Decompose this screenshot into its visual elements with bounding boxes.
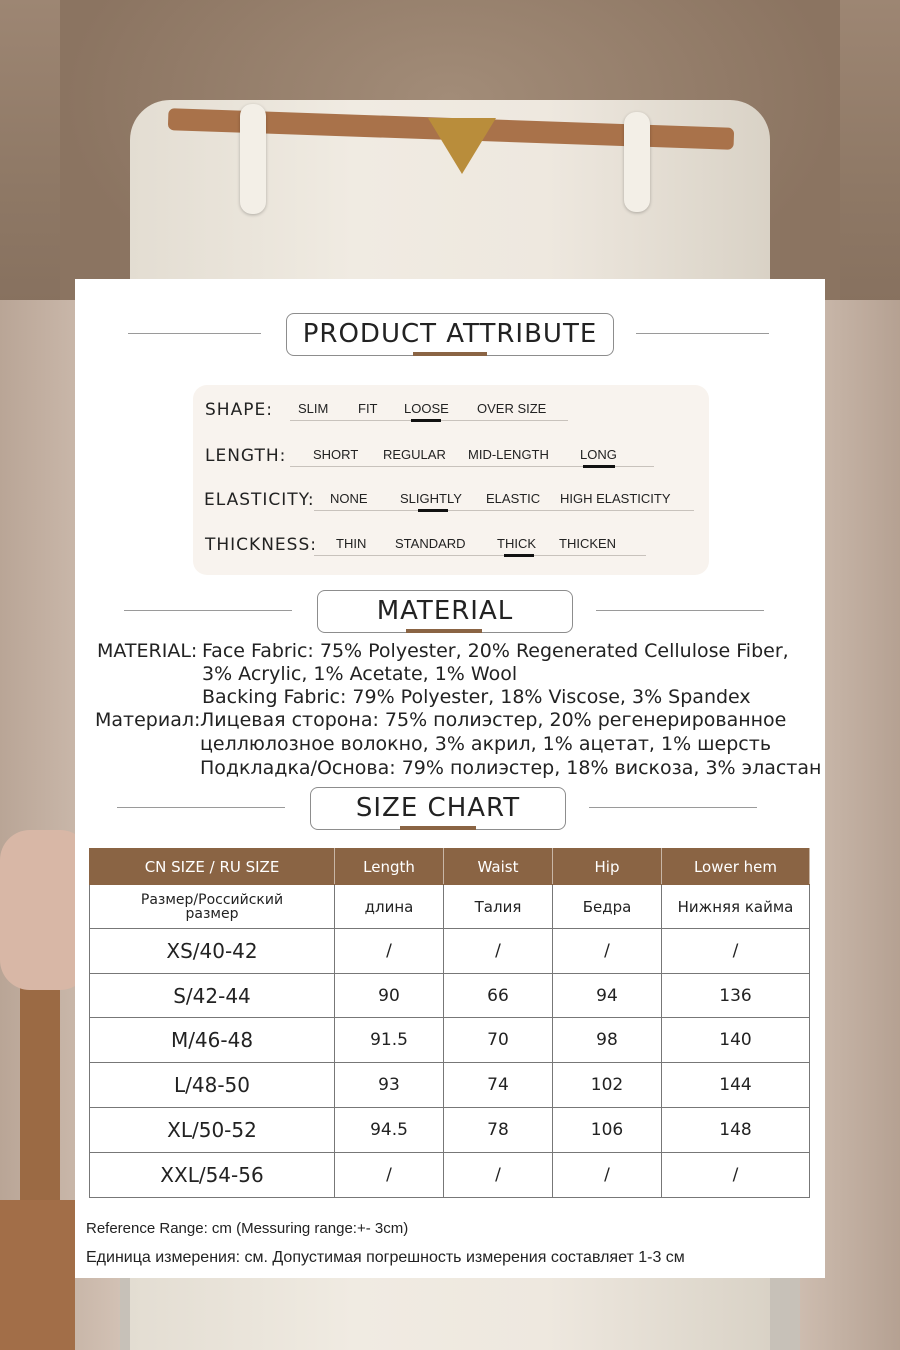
attr-option: STANDARD <box>395 536 466 551</box>
size-cell: XXL/54-56 <box>90 1153 335 1198</box>
divider-line <box>636 333 769 334</box>
value-cell: / <box>335 929 444 974</box>
section-title-material: MATERIAL <box>317 590 573 633</box>
value-cell: 70 <box>444 1018 553 1063</box>
value-cell: 94 <box>553 974 662 1018</box>
attr-option: REGULAR <box>383 447 446 462</box>
value-cell: 136 <box>662 974 810 1018</box>
selected-marker <box>583 465 615 468</box>
attr-option-selected: THICK <box>497 536 536 551</box>
value-cell: 102 <box>553 1063 662 1108</box>
attr-option: SLIM <box>298 401 329 416</box>
divider-line <box>124 610 292 611</box>
value-cell: 148 <box>662 1108 810 1153</box>
table-row <box>90 1153 810 1198</box>
table-row <box>90 929 810 974</box>
material-label-ru: Материал: <box>95 709 201 731</box>
table-subheader-row <box>90 885 810 929</box>
attr-option: MID-LENGTH <box>468 447 549 462</box>
table-header-cell: CN SIZE / RU SIZE <box>90 849 335 885</box>
value-cell: / <box>444 1153 553 1198</box>
value-cell: 140 <box>662 1018 810 1063</box>
handbag <box>0 1200 75 1350</box>
value-cell: 66 <box>444 974 553 1018</box>
material-label-en: MATERIAL: <box>97 640 198 662</box>
size-chart-table <box>89 848 810 1198</box>
value-cell: 98 <box>553 1018 662 1063</box>
value-cell: 94.5 <box>335 1108 444 1153</box>
table-subheader-cell: Нижняя кайма <box>662 885 810 929</box>
table-subheader-cell: Талия <box>444 885 553 929</box>
triangle-buckle <box>428 118 496 174</box>
value-cell: 90 <box>335 974 444 1018</box>
table-subheader-cell: Размер/Российский размер <box>90 885 335 929</box>
table-header-cell: Lower hem <box>662 849 810 885</box>
value-cell: / <box>553 929 662 974</box>
attr-label-length: LENGTH: <box>205 446 287 466</box>
material-line: 3% Acrylic, 1% Acetate, 1% Wool <box>202 663 518 685</box>
value-cell: 93 <box>335 1063 444 1108</box>
selected-marker <box>418 509 448 512</box>
size-cell: XL/50-52 <box>90 1108 335 1153</box>
table-row <box>90 974 810 1018</box>
section-title-size-chart: SIZE CHART <box>310 787 566 830</box>
material-line: Подкладка/Основа: 79% полиэстер, 18% вискоза, 3% эластан <box>200 757 822 779</box>
title-accent <box>406 629 482 633</box>
size-cell: M/46-48 <box>90 1018 335 1063</box>
value-cell: / <box>553 1153 662 1198</box>
attr-rule <box>314 555 646 556</box>
value-cell: 106 <box>553 1108 662 1153</box>
attr-option: SHORT <box>313 447 359 462</box>
material-line: Лицевая сторона: 75% полиэстер, 20% регенерированное <box>200 709 787 731</box>
table-header-cell: Length <box>335 849 444 885</box>
table-subheader-cell: длина <box>335 885 444 929</box>
attr-option: FIT <box>358 401 378 416</box>
note-unit-ru: Единица измерения: см. Допустимая погрешность измерения составляет 1-3 см <box>86 1249 685 1266</box>
divider-line <box>117 807 285 808</box>
attr-label-elasticity: ELASTICITY: <box>204 490 315 510</box>
selected-marker <box>504 554 534 557</box>
attr-rule <box>314 510 694 511</box>
title-accent <box>400 826 476 830</box>
table-header-cell: Waist <box>444 849 553 885</box>
table-row <box>90 1018 810 1063</box>
attr-label-thickness: THICKNESS: <box>205 535 317 555</box>
value-cell: 144 <box>662 1063 810 1108</box>
attr-option: ELASTIC <box>486 491 541 506</box>
attr-option: THIN <box>336 536 367 551</box>
attr-option-selected: LONG <box>580 447 617 462</box>
table-row <box>90 1108 810 1153</box>
value-cell: / <box>662 1153 810 1198</box>
attr-option-selected: LOOSE <box>404 401 449 416</box>
material-line: Face Fabric: 75% Polyester, 20% Regenerated Cellulose Fiber, <box>202 640 789 662</box>
size-cell: S/42-44 <box>90 974 335 1018</box>
note-reference-range: Reference Range: cm (Messuring range:+- 3cm) <box>86 1220 409 1237</box>
divider-line <box>128 333 261 334</box>
material-line: Backing Fabric: 79% Polyester, 18% Viscose, 3% Spandex <box>202 686 751 708</box>
belt-loop <box>624 112 650 212</box>
table-subheader-cell: Бедра <box>553 885 662 929</box>
attr-option: NONE <box>330 491 368 506</box>
size-cell: L/48-50 <box>90 1063 335 1108</box>
section-title-attribute: PRODUCT ATTRIBUTE <box>286 313 614 356</box>
value-cell: 91.5 <box>335 1018 444 1063</box>
size-cell: XS/40-42 <box>90 929 335 974</box>
value-cell: 78 <box>444 1108 553 1153</box>
belt-loop <box>240 104 266 214</box>
divider-line <box>589 807 757 808</box>
value-cell: / <box>335 1153 444 1198</box>
attr-option-selected: SLIGHTLY <box>400 491 462 506</box>
table-row <box>90 1063 810 1108</box>
attr-option: HIGH ELASTICITY <box>560 491 671 506</box>
material-line: целлюлозное волокно, 3% акрил, 1% ацетат, 1% шерсть <box>200 733 772 755</box>
attr-option: OVER SIZE <box>477 401 547 416</box>
selected-marker <box>411 419 441 422</box>
divider-line <box>596 610 764 611</box>
title-accent <box>413 352 487 356</box>
value-cell: / <box>444 929 553 974</box>
table-header-row <box>90 849 810 885</box>
value-cell: 74 <box>444 1063 553 1108</box>
attr-option: THICKEN <box>559 536 617 551</box>
value-cell: / <box>662 929 810 974</box>
table-header-cell: Hip <box>553 849 662 885</box>
attr-label-shape: SHAPE: <box>205 400 273 420</box>
